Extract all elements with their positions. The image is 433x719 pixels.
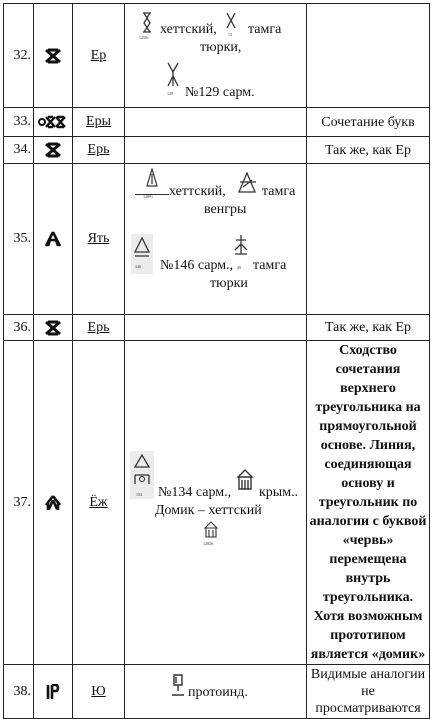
analog-text: хеттский, — [169, 184, 226, 199]
crimean-house-icon — [236, 469, 254, 491]
note-line: аналогии с буквой — [309, 514, 427, 529]
glyph-caption: 13 — [228, 32, 232, 37]
table-row — [4, 341, 430, 665]
double-glyph-icon — [34, 108, 73, 137]
analog-text: №129 сарм. — [185, 85, 255, 100]
analog-text: тамга — [248, 22, 282, 37]
note-cell — [307, 164, 430, 315]
note-line: соединяющая — [324, 457, 412, 472]
note-line: основе. Линия, — [320, 438, 416, 453]
note-line: перемещена внутрь — [329, 552, 407, 586]
analog-text: тамга — [262, 184, 296, 199]
letter-name: Ёж — [73, 341, 125, 665]
letter-name: Ять — [73, 164, 125, 315]
analogs-cell — [125, 137, 307, 164]
note-cell — [307, 341, 430, 665]
letter-name: Ю — [73, 665, 125, 719]
note-line: прототипом — [330, 628, 406, 643]
note-line: основу и — [341, 476, 395, 491]
tamga-hourglass-icon — [226, 12, 236, 30]
letter-name: Ерь — [73, 315, 125, 341]
note-cell: Так же, как Ер — [307, 315, 430, 341]
turkic-tamga-icon — [233, 234, 249, 262]
analogs-cell — [125, 341, 307, 665]
analog-text: №134 сарм., — [158, 485, 232, 500]
analog-text: крым.. — [259, 485, 299, 500]
cross-hourglass-glyph-icon — [34, 137, 73, 164]
table-row — [4, 164, 430, 315]
sarmatian-house-icon — [132, 453, 152, 487]
note-cell: Так же, как Ер — [307, 137, 430, 164]
table-row — [4, 108, 430, 137]
note-line: треугольника. — [322, 590, 414, 605]
analog-text: №146 сарм., — [160, 258, 234, 273]
letter-name: Ерь — [73, 137, 125, 164]
glyph-caption: 134 — [136, 492, 142, 497]
analog-text: тамга — [253, 258, 287, 273]
letter-name: Еры — [73, 108, 125, 137]
hittite-hourglass-icon — [141, 12, 153, 34]
table-row — [4, 4, 430, 108]
note-line: просматриваются — [315, 701, 421, 716]
proto-indian-sign-icon — [171, 673, 185, 699]
hungarian-tamga-icon — [236, 172, 258, 194]
analogs-cell — [125, 164, 307, 315]
hittite-triangle-icon — [145, 168, 159, 190]
sarmatian-triangle-icon — [133, 236, 151, 258]
note-line: треугольник по — [318, 495, 418, 510]
glyph-caption: 12826 — [203, 541, 213, 546]
analog-text: Домик – хеттский — [155, 503, 262, 518]
row-number: 32. — [4, 4, 34, 108]
analogs-cell — [125, 315, 307, 341]
house-arrow-glyph-icon — [34, 341, 73, 665]
note-cell — [307, 4, 430, 108]
glyph-caption: 1250c — [139, 35, 149, 40]
glyph-caption: 146 — [135, 264, 141, 269]
glyph-comparison-table — [3, 3, 430, 719]
triangle-legs-glyph-icon — [34, 164, 73, 315]
row-number: 38. — [4, 665, 34, 719]
hittite-house-icon — [204, 521, 218, 539]
note-line: не — [361, 684, 375, 699]
analog-text: протоинд. — [188, 685, 248, 700]
row-number: 34. — [4, 137, 34, 164]
note-line: является «домик» — [310, 647, 426, 662]
row-number: 36. — [4, 315, 34, 341]
note-line: треугольника на — [315, 400, 421, 415]
analog-text: тюрки — [210, 276, 248, 291]
glyph-caption: 129 — [167, 91, 173, 96]
note-cell: Сочетание букв — [307, 108, 430, 137]
analog-text: тюрки, — [200, 40, 242, 55]
note-line: «червь» — [342, 533, 394, 548]
sarmatian-sign-icon — [165, 62, 181, 88]
letter-name: Ер — [73, 4, 125, 108]
cross-hourglass-glyph-icon — [34, 4, 73, 108]
analogs-cell — [125, 4, 307, 108]
analogs-cell — [125, 108, 307, 137]
note-line: Видимые аналогии — [310, 667, 426, 682]
table-row — [4, 137, 430, 164]
table-row — [4, 315, 430, 341]
note-line: Хотя возможным — [313, 609, 423, 624]
row-number: 33. — [4, 108, 34, 137]
note-line: сочетания — [335, 362, 401, 377]
note-line: верхнего — [340, 381, 396, 396]
analog-text: венгры — [204, 202, 247, 217]
analog-text: хеттский, — [160, 22, 217, 37]
cross-hourglass-glyph-icon — [34, 315, 73, 341]
glyph-caption: 12891 — [143, 194, 153, 199]
glyph-caption: 49 — [237, 265, 241, 270]
row-number: 37. — [4, 341, 34, 665]
row-number: 35. — [4, 164, 34, 315]
note-line: Сходство — [339, 343, 397, 358]
note-line: прямоугольной — [319, 419, 417, 434]
